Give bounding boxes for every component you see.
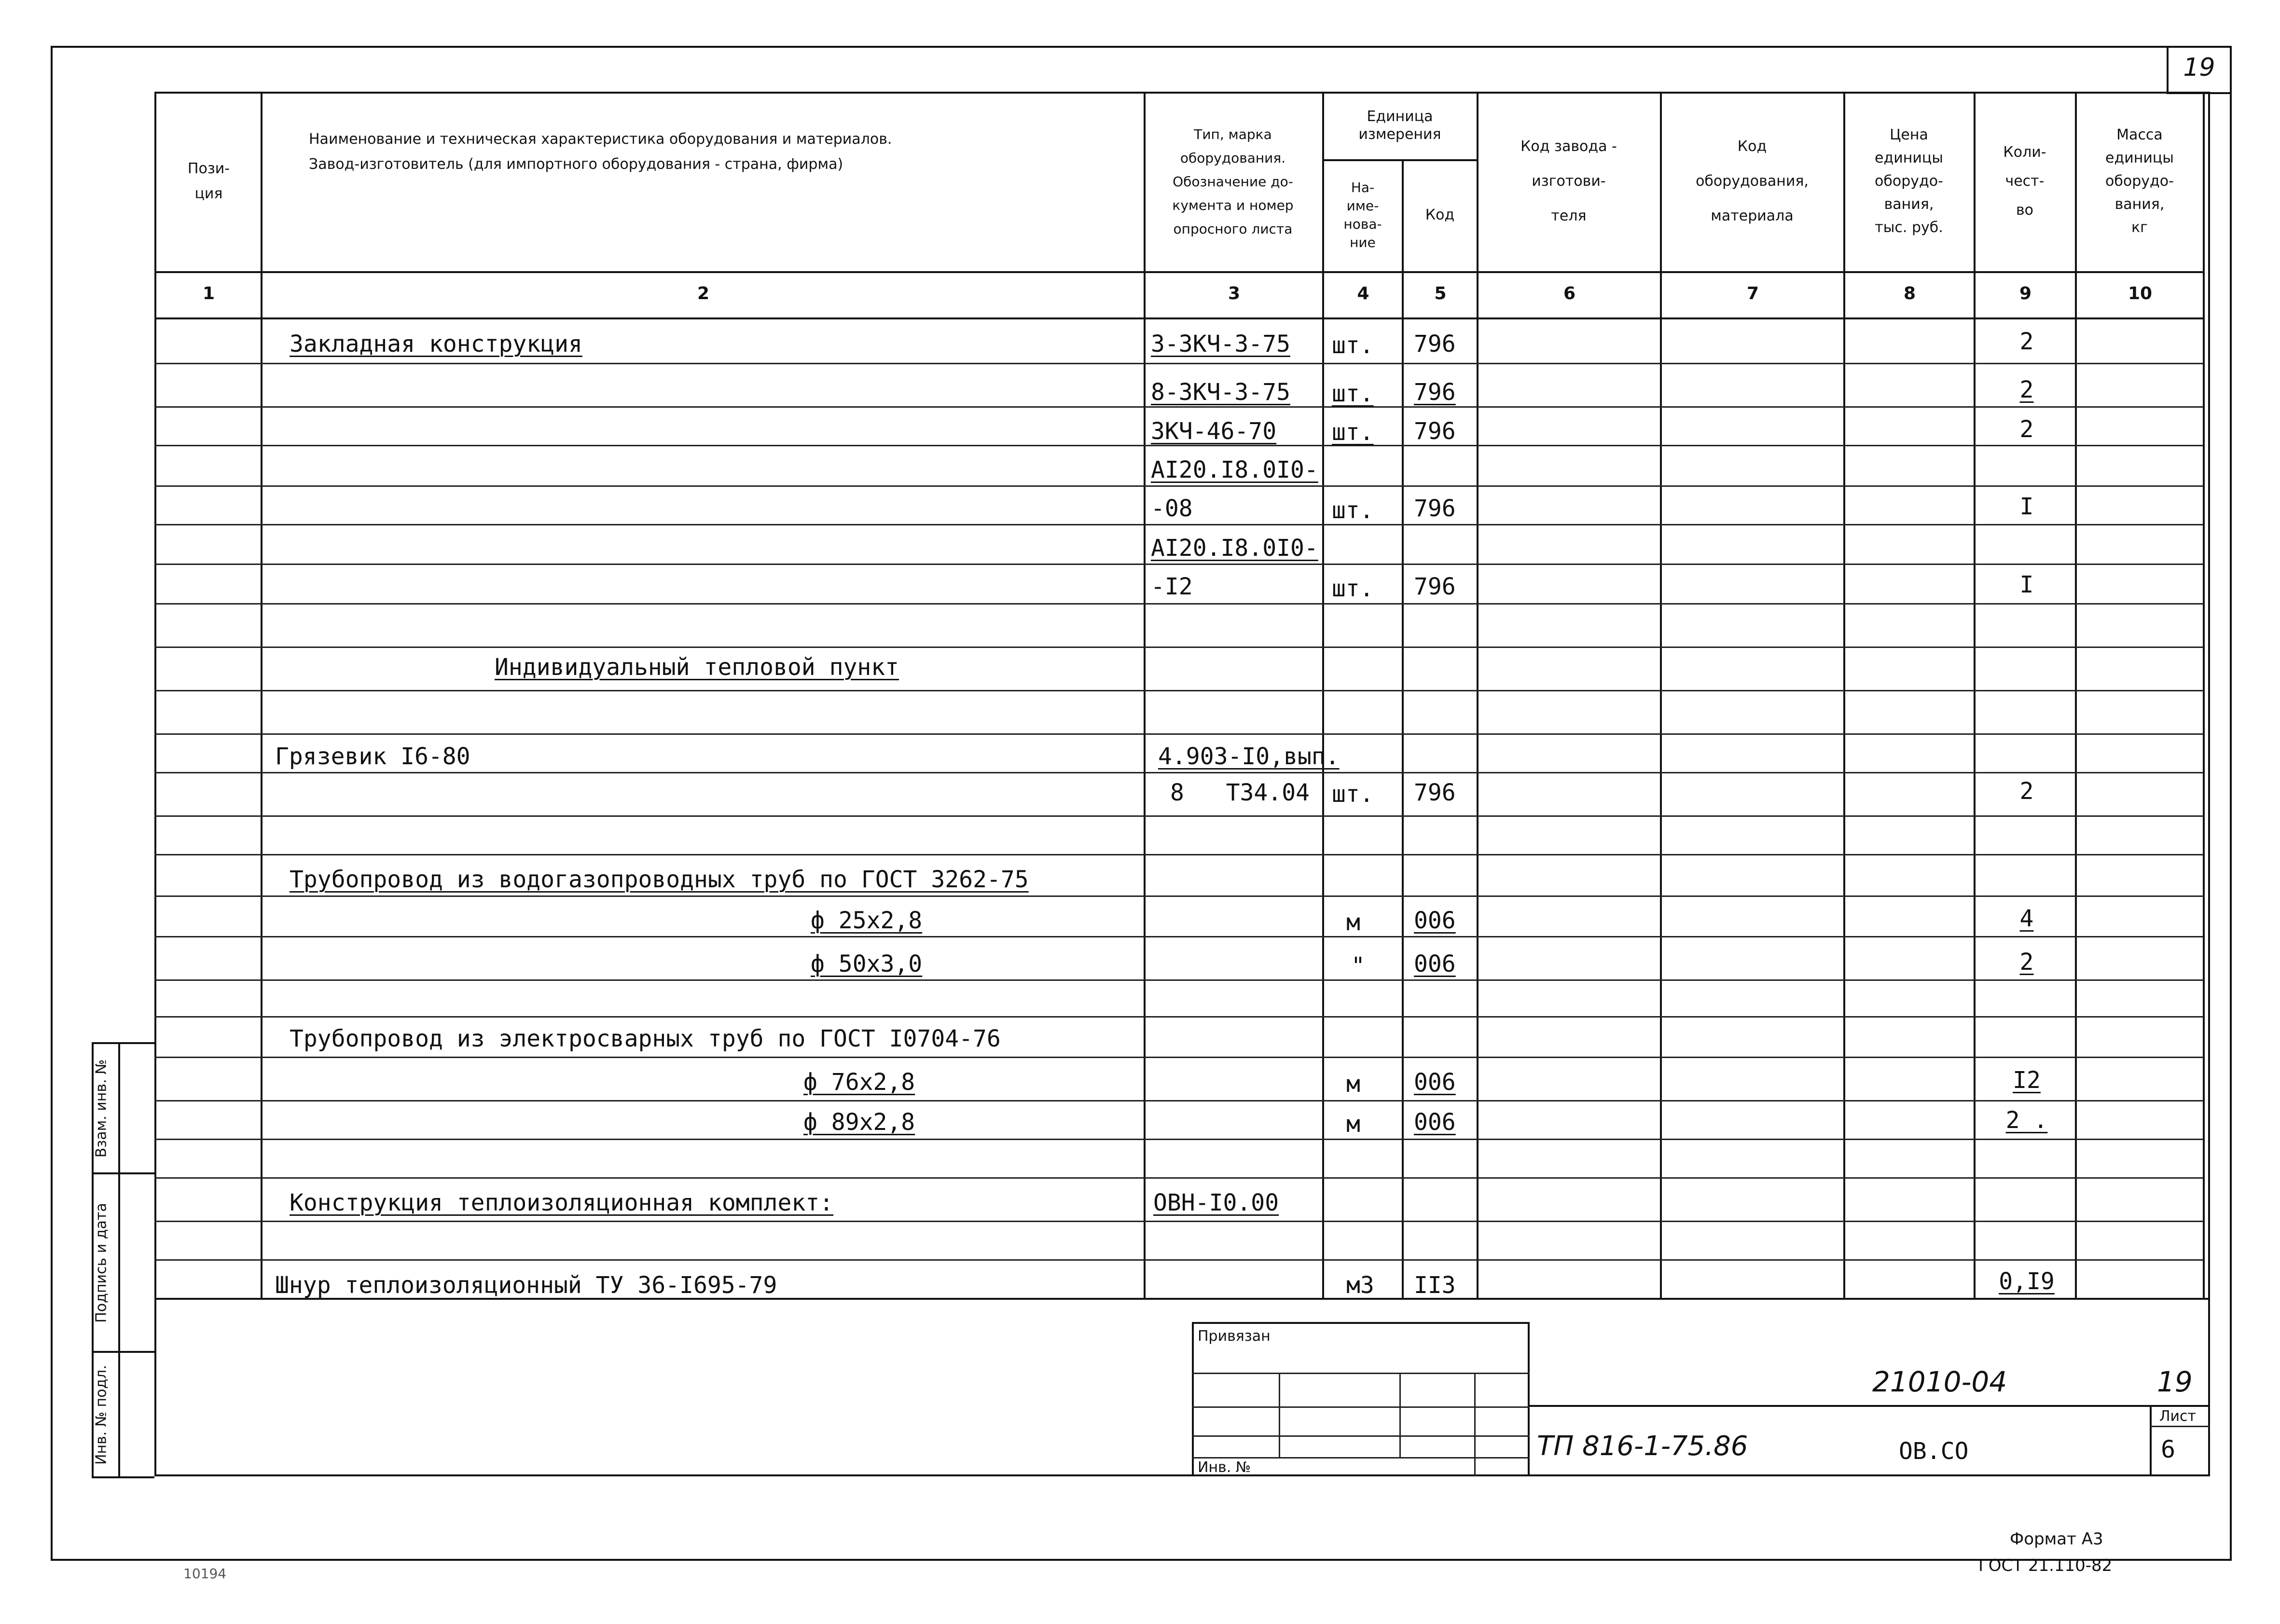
stamp-sheet-no: 6 bbox=[2161, 1435, 2176, 1463]
col-line-3 bbox=[1322, 92, 1324, 1298]
row-unit: м bbox=[1346, 909, 1360, 936]
header-price: Цена единицы оборудо- вания, тыс. руб. bbox=[1875, 126, 1943, 236]
row-name: ф 25х2,8 bbox=[811, 907, 923, 934]
row-qty: I2 bbox=[2013, 1067, 2041, 1094]
row-line bbox=[154, 895, 2203, 897]
row-line bbox=[154, 1259, 2203, 1261]
colnum-6: 6 bbox=[1563, 284, 1576, 303]
row-type: АI20.I8.0I0- bbox=[1151, 456, 1318, 483]
colnum-1: 1 bbox=[202, 284, 215, 303]
header-equipment-code: Код оборудования, материала bbox=[1696, 138, 1809, 224]
stamp-privyazan-label: Привязан bbox=[1198, 1328, 1271, 1345]
stamp-grid-line bbox=[1192, 1406, 1530, 1408]
row-code: 796 bbox=[1414, 418, 1456, 445]
row-qty: 2 bbox=[2019, 778, 2034, 805]
row-type: ЗКЧ-46-70 bbox=[1151, 418, 1277, 445]
stamp-grid-vline bbox=[1279, 1373, 1280, 1457]
row-line bbox=[154, 1221, 2203, 1222]
row-line bbox=[154, 979, 2203, 981]
row-line bbox=[154, 485, 2203, 487]
row-qty: 2 bbox=[2019, 416, 2034, 443]
row-line bbox=[154, 772, 2203, 773]
header-mass: Масса единицы оборудо- вания, кг bbox=[2105, 126, 2174, 236]
row-name: Шнур теплоизоляционный ТУ 36-I695-79 bbox=[275, 1272, 777, 1299]
row-code: 006 bbox=[1414, 1069, 1456, 1096]
row-name: Грязевик I6-80 bbox=[275, 743, 470, 770]
stamp-mid-line bbox=[1530, 1405, 2210, 1407]
row-qty: 4 bbox=[2019, 905, 2034, 932]
col-line-10 bbox=[2203, 92, 2205, 1298]
stamp-inv-no: Инв. № bbox=[1198, 1459, 1251, 1476]
row-name: Трубопровод из водогазопроводных труб по ГОСТ 3262-75 bbox=[290, 866, 1029, 893]
col-line-9 bbox=[2075, 92, 2077, 1298]
stamp-grid-vline bbox=[1474, 1373, 1476, 1476]
colnum-3: 3 bbox=[1228, 284, 1241, 303]
row-type: 8 Т34.04 bbox=[1170, 779, 1310, 806]
row-qty: 2 bbox=[2019, 376, 2034, 403]
row-code: 796 bbox=[1414, 379, 1456, 406]
row-name: Индивидуальный тепловой пункт bbox=[495, 654, 899, 681]
col-line-2 bbox=[1144, 92, 1146, 1298]
row-qty: 2 bbox=[2019, 328, 2034, 355]
header-position: Пози- ция bbox=[187, 160, 230, 202]
col-line-6 bbox=[1660, 92, 1662, 1298]
row-name: ф 89х2,8 bbox=[803, 1109, 915, 1136]
row-code: 796 bbox=[1414, 779, 1456, 806]
row-code: 796 bbox=[1414, 330, 1456, 358]
col-line-5 bbox=[1477, 92, 1479, 1298]
row-line bbox=[154, 1177, 2203, 1179]
row-unit: " bbox=[1351, 952, 1365, 979]
unit-split-line bbox=[1322, 159, 1477, 161]
stamp-sheet-label: Лист bbox=[2159, 1408, 2197, 1425]
row-line bbox=[154, 524, 2203, 525]
row-line bbox=[154, 854, 2203, 855]
stamp-sheet-line bbox=[2150, 1426, 2210, 1427]
header-quantity: Коли- чест- во bbox=[2003, 144, 2046, 219]
row-code: 006 bbox=[1414, 907, 1456, 934]
row-line bbox=[154, 1016, 2203, 1018]
row-type: 4.903-I0,вып. bbox=[1158, 743, 1340, 770]
row-line bbox=[154, 936, 2203, 937]
row-name: Трубопровод из электросварных труб по ГОСТ I0704-76 bbox=[290, 1025, 1001, 1052]
row-code: 796 bbox=[1414, 495, 1456, 522]
row-line bbox=[154, 690, 2203, 691]
stamp-tp: ТП 816-1-75.86 bbox=[1537, 1431, 1748, 1462]
row-type: ОВН-I0.00 bbox=[1153, 1189, 1279, 1216]
row-unit: м bbox=[1346, 1071, 1360, 1098]
scan-stamp: 10194 bbox=[183, 1566, 227, 1582]
side-label-inv-podl: Инв. № подл. bbox=[93, 1365, 110, 1465]
col-line-8 bbox=[1974, 92, 1976, 1298]
row-unit: шт. bbox=[1332, 419, 1374, 446]
row-name: Закладная конструкция bbox=[290, 330, 582, 358]
stamp-privyazan-box bbox=[1192, 1322, 1530, 1476]
row-line bbox=[154, 564, 2203, 565]
page-number-top: 19 bbox=[2183, 53, 2215, 82]
stamp-doc-code: 21010-04 bbox=[1872, 1365, 2007, 1398]
row-line bbox=[154, 603, 2203, 605]
gost-label: ГОСТ 21.110-82 bbox=[1978, 1556, 2113, 1575]
row-qty: 0,I9 bbox=[1999, 1268, 2055, 1295]
stamp-grid-line bbox=[1192, 1457, 1530, 1459]
row-line bbox=[154, 647, 2203, 648]
header-unit: Единица измерения bbox=[1358, 108, 1441, 143]
colnum-7: 7 bbox=[1746, 284, 1759, 303]
row-unit: м3 bbox=[1346, 1272, 1374, 1299]
row-line bbox=[154, 363, 2203, 364]
stamp-sheet-total: 19 bbox=[2157, 1365, 2193, 1398]
col-line-1 bbox=[261, 92, 263, 1298]
side-label-podpis: Подпись и дата bbox=[93, 1203, 110, 1323]
colnum-5: 5 bbox=[1434, 284, 1447, 303]
row-line bbox=[154, 1139, 2203, 1140]
row-line bbox=[154, 815, 2203, 817]
col-line-4 bbox=[1402, 159, 1404, 1298]
row-line bbox=[154, 406, 2203, 408]
row-name: Конструкция теплоизоляционная комплект: bbox=[290, 1189, 834, 1216]
stamp-grid-vline bbox=[1399, 1373, 1401, 1457]
row-name: ф 50х3,0 bbox=[811, 950, 923, 977]
colnum-9: 9 bbox=[2019, 284, 2032, 303]
header-unit-name: На- име- нова- ние bbox=[1343, 179, 1382, 250]
side-label-vzam: Взам. инв. № bbox=[93, 1059, 110, 1158]
header-unit-code: Код bbox=[1425, 206, 1455, 223]
row-unit: м bbox=[1346, 1111, 1360, 1138]
header-type: Тип, марка оборудования. Обозначение до- кумента и номер опросного листа bbox=[1172, 126, 1294, 237]
row-qty: I bbox=[2019, 493, 2034, 520]
row-unit: шт. bbox=[1332, 380, 1374, 407]
stamp-grid-line bbox=[1192, 1373, 1530, 1374]
row-unit: шт. bbox=[1332, 781, 1374, 808]
row-type: 8-ЗКЧ-3-75 bbox=[1151, 379, 1290, 406]
header-bottom-line bbox=[154, 271, 2203, 273]
row-code: II3 bbox=[1414, 1272, 1456, 1299]
row-type: -I2 bbox=[1151, 573, 1193, 600]
side-strip-mid bbox=[118, 1042, 120, 1476]
row-name: ф 76х2,8 bbox=[803, 1069, 915, 1096]
row-unit: шт. bbox=[1332, 497, 1374, 524]
row-line bbox=[154, 733, 2203, 735]
colnum-10: 10 bbox=[2128, 284, 2153, 303]
colnum-2: 2 bbox=[697, 284, 710, 303]
stamp-mark: ОВ.СО bbox=[1899, 1438, 1969, 1465]
colnum-4: 4 bbox=[1357, 284, 1369, 303]
stamp-sheet-divider bbox=[2150, 1405, 2152, 1476]
colnum-bottom-line bbox=[154, 317, 2203, 319]
row-unit: шт. bbox=[1332, 575, 1374, 602]
row-line bbox=[154, 1100, 2203, 1101]
row-type: АI20.I8.0I0- bbox=[1151, 535, 1318, 562]
row-code: 006 bbox=[1414, 950, 1456, 977]
row-line bbox=[154, 1057, 2203, 1058]
header-name: Наименование и техническая характеристика оборудования и материалов. Завод-изготовитель (для импортного оборудования - страна, фирма) bbox=[309, 130, 892, 173]
col-line-7 bbox=[1843, 92, 1845, 1298]
row-line bbox=[154, 445, 2203, 446]
row-code: 796 bbox=[1414, 573, 1456, 600]
row-code: 006 bbox=[1414, 1109, 1456, 1136]
row-type: 3-ЗКЧ-3-75 bbox=[1151, 330, 1290, 358]
row-unit: шт. bbox=[1332, 332, 1374, 359]
row-qty: 2 . bbox=[2005, 1107, 2048, 1134]
colnum-8: 8 bbox=[1903, 284, 1916, 303]
row-qty: 2 bbox=[2019, 949, 2034, 976]
header-factory-code: Код завода - изготови- теля bbox=[1520, 138, 1617, 224]
row-type: -08 bbox=[1151, 495, 1193, 522]
row-qty: I bbox=[2019, 571, 2034, 598]
stamp-grid-line bbox=[1192, 1435, 1530, 1437]
format-label: Формат А3 bbox=[2010, 1529, 2103, 1549]
